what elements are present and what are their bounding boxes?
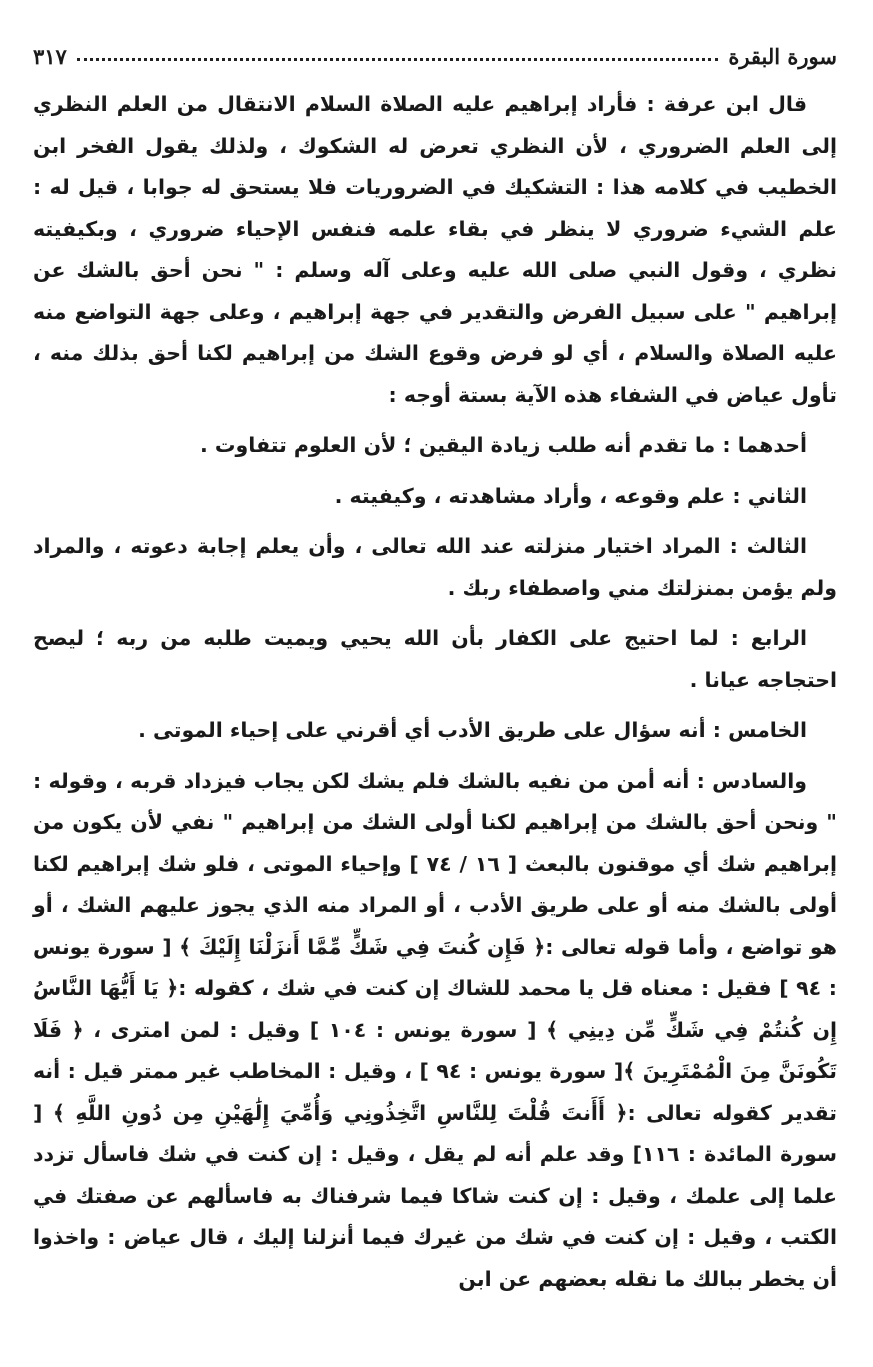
paragraph-sixth-aspect: والسادس : أنه أمن من نفيه بالشك فلم يشك لكن يجاب فيزداد قربه ، وقوله : " ونحن أحق بالشك من إبراهيم لكنا أولى الشك من إبراهيم " نفي لأن يكون من إبراهيم شك أي موقنون بالبعث [ ١٦ / ٧٤ ] وإحياء الموتى ، فلو شك إبراهيم لكنا أولى بالشك منه أو على طريق الأدب ، أو المراد منه الذي يجوز عليهم الشك ، أو هو تواضع ، وأما قوله تعالى :﴿ فَإِن كُنتَ فِي شَكٍّ مِّمَّا أَنزَلْنَا إِلَيْكَ ﴾ [ سورة يونس : ٩٤ ] فقيل : معناه قل يا محمد للشاك إن كنت في شك ، كقوله :﴿ يَا أَيُّهَا النَّاسُ إِن كُنتُمْ فِي شَكٍّ مِّن دِينِي ﴾ [ سورة يونس : ١٠٤ ] وقيل : لمن امترى ، ﴿ فَلَا تَكُونَنَّ مِنَ الْمُمْتَرِينَ ﴾[ سورة يونس : ٩٤ ] ، وقيل : المخاطب غير ممتر قيل : أنه تقدير كقوله تعالى :﴿ أَأَنتَ قُلْتَ لِلنَّاسِ اتَّخِذُونِي وَأُمِّيَ إِلَٰهَيْنِ مِن دُونِ اللَّهِ ﴾ [ سورة المائدة : ١١٦] وقد علم أنه لم يقل ، وقيل : إن كنت في شك فاسأل تزدد علما إلى علمك ، وقيل : إن كنت شاكا فيما شرفناك به فاسألهم عن صفتك في الكتب ، وقيل : إن كنت في شك من غيرك فيما أنزلنا إليك ، قال عياض : واخذوا أن يخطر ببالك ما نقله بعضهم عن ابن: [33, 768, 838, 1291]
page-number: ٣١٧: [33, 43, 67, 69]
paragraph-fourth-aspect: الرابع : لما احتيج على الكفار بأن الله يحيي ويميت طلبه من ربه ؛ ليصح احتجاجه عيانا .: [33, 626, 837, 692]
document-page: [33, 40, 837, 1350]
page-body: [33, 84, 837, 1300]
paragraph-first-aspect: أحدهما : ما تقدم أنه طلب زيادة اليقين ؛ لأن العلوم تتفاوت .: [199, 433, 807, 457]
running-header: [33, 40, 837, 72]
header-dotted-leader: [77, 58, 718, 61]
paragraph-fifth-aspect: الخامس : أنه سؤال على طريق الأدب أي أقرني على إحياء الموتى .: [138, 718, 807, 742]
paragraph-third-aspect: الثالث : المراد اختيار منزلته عند الله تعالى ، وأن يعلم إجابة دعوته ، والمراد ولم يؤمن بمنزلتك مني واصطفاء ربك .: [33, 534, 837, 600]
paragraph-second-aspect: الثاني : علم وقوعه ، وأراد مشاهدته ، وكيفيته .: [334, 483, 807, 508]
surah-title: سورة البقرة: [728, 43, 837, 69]
paragraph-intro: قال ابن عرفة : فأراد إبراهيم عليه الصلاة السلام الانتقال من العلم النظري إلى العلم الضروري ، لأن النظري تعرض له الشكوك ، ولذلك يقول الفخر ابن الخطيب في كلامه هذا : التشكيك في الضروريات فلا يستحق له جوابا ، قيل له : علم الشيء ضروري لا ينظر في بقاء علمه فنفس الإحياء ضروري ، وبكيفيته نظري ، وقول النبي صلى الله عليه وعلى آله وسلم : " نحن أحق بالشك عن إبراهيم " على سبيل الفرض والتقدير في جهة إبراهيم ، وعلى جهة التواضع منه عليه الصلاة والسلام ، أي لو فرض وقوع الشك من إبراهيم لكنا أحق بذلك منه ، تأول عياض في الشفاء هذه الآية بستة أوجه :: [33, 92, 837, 407]
